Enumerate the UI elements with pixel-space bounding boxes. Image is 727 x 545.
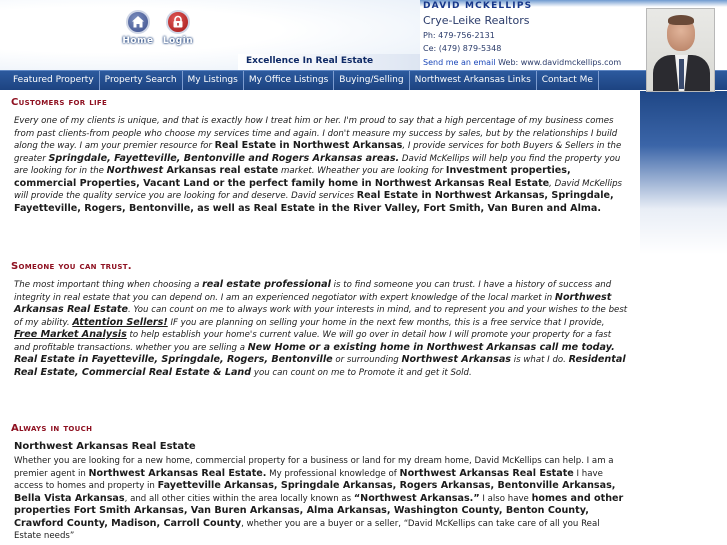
nav-buying-selling[interactable]: Buying/Selling xyxy=(334,71,409,90)
text: , and all other cities within the area locally known as xyxy=(124,493,354,504)
agent-company: Crye-Leike Realtors xyxy=(423,14,530,27)
section-title-trust: Someone you can trust. xyxy=(11,261,132,272)
text: I have access to homes and property in xyxy=(14,468,603,491)
site-header xyxy=(0,0,727,70)
nav-my-listings[interactable]: My Listings xyxy=(183,71,244,90)
section-title-touch: Always in touch xyxy=(11,423,93,434)
bold-text: New Home or a existing home in Northwest Arkansas call me today. Real Estate in Fayetteville, Springdale, Rogers, Bentonville xyxy=(14,341,615,365)
section-subtitle-nwa: Northwest Arkansas Real Estate xyxy=(14,441,196,452)
text: . You can count on me to always work with your interests in mind, and to represent you and your wishes to the best of my ability. xyxy=(14,305,628,328)
site-tagline: Excellence In Real Estate xyxy=(246,56,374,66)
bold-text: Residental Real Estate, Commercial Real Estate & Land xyxy=(14,354,626,378)
login-nav-button[interactable] xyxy=(148,10,208,46)
text: The most important thing when choosing a xyxy=(14,280,203,290)
bold-text: Springdale, Fayetteville, Bentonville and Rogers Arkansas areas. xyxy=(48,152,400,164)
photo-tie xyxy=(679,59,684,89)
bold-text: Northwest Arkansas xyxy=(401,354,512,365)
nav-northwest-arkansas-links[interactable]: Northwest Arkansas Links xyxy=(410,71,537,90)
agent-website: Web: www.davidmckellips.com xyxy=(498,58,622,67)
agent-cell: Ce: (479) 879-5348 xyxy=(423,44,502,53)
text: David McKellips will help you find the property you are looking for in the xyxy=(14,153,621,176)
bold-text: Real Estate in Northwest Arkansas, Springdale, Fayetteville, Rogers, Bentonville, as well as Real Estate in the River Valley, Fort Smith, Van Buren and Alma. xyxy=(14,190,614,214)
bold-text: homes and other properties Fort Smith Arkansas, Van Buren Arkansas, Alma Arkansas, Washington County, Benton County, Crawford County, Madison, Carroll County xyxy=(14,492,624,529)
text: or surrounding xyxy=(332,355,402,365)
text: market. Wheather you are looking for xyxy=(278,166,446,176)
bold-text: Fayetteville Arkansas, Springdale Arkansas, Rogers Arkansas, Bentonville Arkansas, Bella Vista Arkansas xyxy=(14,480,616,504)
bold-text: Investment properties, commercial Properties, Vacant Land or the perfect family home in Northwest Arkansas Real Estate xyxy=(14,165,571,189)
agent-photo xyxy=(646,8,715,92)
text: IF you are planning on selling your home in the next few months, this is a free service that I provide, xyxy=(167,317,605,328)
home-icon xyxy=(126,10,150,34)
paragraph-touch xyxy=(14,455,629,543)
bold-text: Real Estate in Northwest Arkansas xyxy=(214,140,403,151)
photo-hair xyxy=(668,15,694,25)
paragraph-customers xyxy=(14,115,629,215)
text: I also have xyxy=(479,493,532,504)
bold-text: Arkansas real estate xyxy=(163,165,279,176)
text: , David McKellips will provide the quality service you are looking for and deserve. David services xyxy=(14,178,623,201)
text: to help establish your home's current value. We will go over in detail how I will promote your property for a fast and profitable transactions. whether you are selling a xyxy=(14,330,612,353)
right-decor-strip xyxy=(640,91,727,545)
text: is to find someone you can trust. I have a history of success and integrity in real estate that you can depend on. I am an experienced negotiator with expert knowledge of the local market in xyxy=(14,280,612,303)
attention-sellers-link[interactable]: Attention Sellers! xyxy=(72,316,168,328)
text: , I provide services for both Buyers & Sellers in the greater xyxy=(14,141,622,164)
nav-contact-me[interactable]: Contact Me xyxy=(537,71,599,90)
home-label: Home xyxy=(122,36,154,46)
agent-phone: Ph: 479-756-2131 xyxy=(423,31,495,40)
bold-text: Northwest xyxy=(106,165,164,176)
free-market-analysis-link[interactable]: Free Market Analysis xyxy=(14,329,127,340)
bold-text: “Northwest Arkansas.” xyxy=(353,492,480,504)
text: Every one of my clients is unique, and that is exactly how I treat him or her. I'm proud to say that a high percentage of my business comes from past clients-from people who choose my services time and again. I don't measure my success by sales, but by the relationships I build along the way. I am your premier resource for xyxy=(14,116,618,151)
nav-featured-property[interactable]: Featured Property xyxy=(0,71,100,90)
text: My professional knowledge of xyxy=(266,468,400,479)
text: , whether you are a buyer or a seller, “David McKellips can take care of all you Real Estate needs” xyxy=(14,518,600,541)
agent-name: DAVID MCKELLIPS xyxy=(423,1,533,11)
bold-text: real estate professional xyxy=(202,279,331,290)
agent-contact xyxy=(423,58,621,67)
bold-text: Northwest Arkansas Real Estate xyxy=(14,291,612,315)
nav-my-office-listings[interactable]: My Office Listings xyxy=(244,71,334,90)
main-content xyxy=(0,91,640,545)
main-nav xyxy=(0,70,727,90)
login-label: Login xyxy=(162,36,194,46)
text: Whether you are looking for a new home, commercial property for a business or land for my dream home, David McKellips can help. I am a premier agent in xyxy=(14,456,614,479)
text: is what I do. xyxy=(511,355,569,365)
lock-icon xyxy=(166,10,190,34)
nav-property-search[interactable]: Property Search xyxy=(100,71,183,90)
section-title-customers: Customers for life xyxy=(11,97,108,108)
text: you can count on me to Promote it and get it Sold. xyxy=(251,367,472,378)
email-link[interactable]: Send me an email xyxy=(423,58,496,67)
bold-text: Northwest Arkansas Real Estate xyxy=(399,467,574,479)
bold-text: Northwest Arkansas Real Estate. xyxy=(88,467,267,479)
paragraph-trust xyxy=(14,279,629,379)
